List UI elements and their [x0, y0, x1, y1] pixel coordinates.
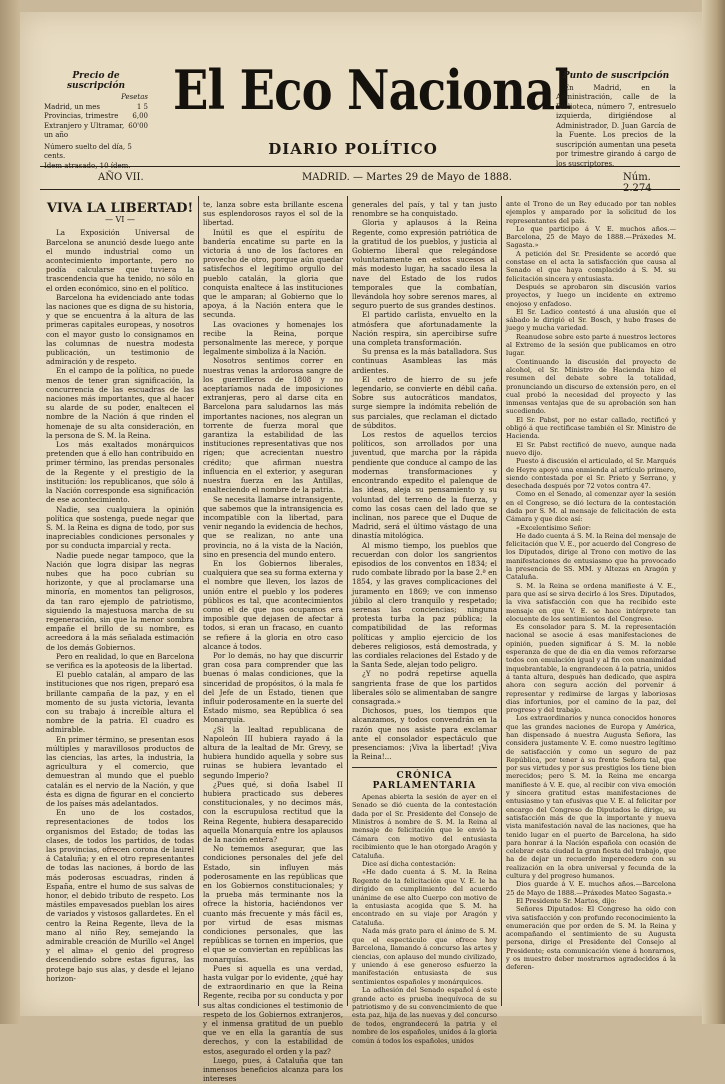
book-spine	[702, 0, 725, 1024]
column-2	[203, 200, 343, 1084]
paragraph: «Excelentísimo Señor:	[516, 523, 591, 532]
paragraph: Barcelona ha evidenciado ante todas las naciones que es digna de su historia, y que se encuentra á la altura de las primeras capitales europeas, y nosotros con el mayor gusto lo consignamos en las columnas de nuestra modesta publicación, un testimonio de admiración y de respeto.	[46, 292, 194, 367]
paragraph: Inútil es que el espíritu de bandería encatime su parte en la victoria á uno de los factores en provecho de otro, porque aún quedar satisfechos el legítimo orgullo del pueblo catalán, la gloria que conquista enaltece á las instituciones que le amparan; al Gobierno que lo apoya, á la Nación entera que le secunda.	[203, 227, 343, 320]
chronicle-paragraph: «He dado cuenta á S. M. la Reina Regente de la felicitación que V. E. le ha dirigido en cumplimiento del acuerdo unánime de ese alto Cuerpo con motivo de la entusiasta acogida que S. M. ha encontrado en su viaje por Aragón y Cataluña.	[352, 868, 497, 927]
paragraph: ¿Y no podrá repetirse aquella sangrienta frase de que los partidos liberales sólo se alimentaban de sangre consagrada.»	[352, 669, 497, 706]
paragraph: El Sr. Pabst rectificó de nuevo, aunque nada nuevo dijo.	[506, 440, 676, 457]
price-row: Extranjero y Ultramar, un año 60'00	[44, 121, 148, 139]
paragraph: generales del país, y tal y tan justo renombre se ha conquistado.	[352, 200, 497, 219]
paragraph: En el campo de la política, no puede menos de tener gran significación, la concurrencia de las escuadras de las naciones más importantes, que al hacer su alarde de su poder, enaltecen el nombre de la Nación á que rinden el homenaje de su alta consideración, en la persona de S. M. la Reina.	[46, 366, 194, 440]
paragraph: El Presidente Sr. Martos, dijo:	[516, 896, 617, 905]
chronicle-paragraph: Nada más grato para el ánimo de S. M. que el espectáculo que ofrece hoy Barcelona, llamando á concurso las artes y ciencias, con aplauso del mundo civilizado, y uniendo á ese generoso esfuerzo la manifestación entusiasta de sus sentimientos españoles y monárquicos.	[352, 927, 497, 986]
paragraph: Las ovaciones y homenajes los recibe la Reina, porque personalmente las merece, y porque legalmente simboliza á la Nación.	[203, 319, 343, 357]
column-rule	[501, 196, 502, 1006]
column-4	[506, 200, 676, 1005]
column-1	[46, 200, 194, 1005]
column-3	[352, 200, 497, 1045]
paragraph: Los restos de aquellos tercios políticos, son arrollados por una juventud, que marcha por la rápida pendiente que conduce al campo de las modernas transformaciones y encontrando expedito el palenque de las ideas, aleja su pensamiento y su voluntad del terreno de la fuerza, y como las cosas caen del lado que se inclinan, nos parece que el Duque de Madrid, será el último vástago de una dinastía mitológica.	[352, 430, 497, 541]
paragraph: Nadie puede negar tampoco, que la Nación que logra disipar las negras nubes que ha poco cubrían su horizonte, y que al proclamarse una minoría, en momentos tan peligrosos, da tan raro ejemplo de patriotismo, siguiendo la majestuosa marcha de su regeneración, sin que la menor sombra empañe el brillo de su nombre, es acreedora á la más señalada estimación de los demás Gobiernos.	[46, 550, 194, 652]
left-binding-edge	[0, 0, 20, 1024]
paragraph: S. M. la Reina se ordena manifieste á V. E., para que así se sirva decirlo á los Sres. Diputados, la viva satisfacción con que ha recibido este mensaje en que V. E. se hace intérprete tan elocuente de los sentimientos del Congreso.	[506, 581, 676, 623]
paragraph: En primer término, se presentan esos múltiples y maravillosos productos de las ciencias, las artes, la industria, la agricultura y el comercio, que demuestran al mundo que el pueblo catalán es el nervio de la Nación, y que ésta es digna de figurar en el concierto de los países más adelantados.	[46, 734, 194, 808]
paragraph: ¿Si la lealtad republicana de Napoleón III hubiera rayado á la altura de la lealtad de Mr. Grevy, se hubiera hundido aquella y sobre sus ruinas se hubiera levantado el segundo Imperio?	[203, 724, 343, 780]
paragraph: Por lo demás, no hay que discurrir gran cosa para comprender que las buenas ó malas condiciones, que la sinceridad de propósitos, ó la mala fe del Jefe de un Estado, tienen que influir poderosamente en la suerte del Estado mismo, sea República ó sea Monarquía.	[203, 650, 343, 725]
paragraph: Continuando la discusión del proyecto de alcohol, el Sr. Ministro de Hacienda hizo el resumen del debate sobre la totalidad, pronunciando un discurso de extensión pero, en el cual probó la necesidad del proyecto y las inmensas ventajas que de su aprobación son han sucediendo.	[506, 357, 676, 416]
paragraph: te, lanza sobre esta brillante escena sus esplendorosos rayos el sol de la libertad.	[203, 200, 343, 228]
subscription-point-text: En Madrid, en la Administración, calle de la Biblioteca, número 7, entresuelo izquierda, dirigiéndose al Administrador, D. Juan García de la Fuente. Los precios de la suscripción aumentan una peseta por trimestre girando á cargo de los suscriptores.	[556, 83, 676, 168]
paragraph: He dado cuenta á S. M. la Reina del mensaje de felicitación que V. E., por acuerdo del Congreso de los Diputados, dirige al Trono con motivo de las manifestaciones de entusiasmo que ha provocado la presencia de SS. MM. y Altezas en Aragón y Cataluña.	[506, 531, 676, 582]
paragraph: Nosotros sentimos correr en nuestras venas la ardorosa sangre de los guerrilleros de 1808 y no aceptaríamos nada de imposiciones extranjeras, pero al darse cita en Barcelona para saludarnos las más importantes naciones, nos alegran un torrente de fuerza moral que garantiza la estabilidad de las instituciones representativas que nos rigen; que acrecientan nuestro crédito; que afirman nuestra influencia en el exterior, y aseguran nuestra fuerza en las Antillas, enalteciendo el nombre de la patria.	[203, 356, 343, 495]
paragraph: Dios guarde á V. E. muchos años.—Barcelona 25 de Mayo de 1888.—Práxedes Mateo Sagasta.»	[506, 880, 676, 897]
paragraph: Lo que participo á V. E. muchos años.—Barcelona, 25 de Mayo de 1888.—Práxedes M. Sagasta.»	[506, 224, 676, 250]
price-note: Número suelto del día, 5 cents.	[44, 142, 132, 160]
paragraph: ¿Pues qué, si doña Isabel II hubiera practicado sus deberes constitucionales, y no decimos más, con la escrupulosa rectitud que la Reina Regente, hubiera desaparecido aquella Monarquía entre los aplausos de la nación entera?	[203, 779, 343, 845]
price-note: Idem atrasado, 10 ídem.	[44, 161, 131, 170]
paragraph: La Exposición Universal de Barcelona se anunció desde luego ante el mundo industrial como un acontecimiento importante, pero no podía calcularse que tuviera la trascendencia que ha tenido, no sólo en el orden económico, sino en el político.	[46, 228, 194, 293]
price-row: Madrid, un mes 1 5	[44, 102, 148, 111]
paragraph: Señores Diputados: El Congreso ha oido con viva satisfacción y con profundo reconocimiento la enumeración que por orden de S. M. la Reina y acompañando el sentimiento de su Augusta persona, dirige el Presidente del Consejo al Presidente; esta comunicación viene á honrarnos, y os muestro deber mostrarnos agradecidos á la deferen-	[506, 905, 676, 972]
paragraph: Nadie, sea cualquiera la opinión política que sostenga, puede negar que S. M. la Reina es digna de todo, por sus inapreciables condiciones personales y por su conducta imparcial y recta.	[46, 504, 194, 551]
paragraph: El Sr. Pabst, por no estar callado, rectificó y obligó á que rectificase también el Sr. Ministro de Hacienda.	[506, 415, 676, 441]
subscription-price-box	[44, 72, 148, 171]
chronicle-paragraph: Apenas abierta la sesión de ayer en el Senado se dió cuenta de la contestación dada por el Sr. Presidente del Consejo de Ministros á nombre de S. M. la Reina al mensaje de felicitación que le envió la Cámara con motivo del entusiasta recibimiento que le han otorgado Aragón y Cataluña.	[352, 792, 497, 860]
paragraph: Los más exaltados monárquicos pretenden que á ello han contribuido en primer término, las prendas personales de la Regente y el prestigio de la institución: los republicanos, que sólo á la Nación corresponde esa significación de ese acontecimiento.	[46, 440, 194, 505]
paragraph: Puesto á discusión el articulado, el Sr. Marqués de Heyre apoyó una enmienda al artículo primero, siendo contestada por el Sr. Prieto y Serrano, y desechada después por 72 votos contra 47.	[506, 457, 676, 491]
paragraph: Es consolador para S. M. la representación nacional se asocie á esas manifestaciones de opinión, pueden significar á S. M. la noble esperanza de que de dia en dia vemos reforzarse todos con emulación igual y al fin con unanimidad inquebrantable, la engrandecen á la patria, unidos á tanta altura, después han dedicado, que aspira ahora con segura acción del porvenir á representar y redimirse de largas y laboriosas dias infortunios, por el camino de la paz, del progreso y del trabajo.	[506, 623, 676, 715]
paragraph: Los extraordinarios y nunca conocidos honores que las grandes naciones de Europa y América, han dispensado á nuestra Augusta Señora, las considera justamente V. E. como nuestro legítimo de satisfacción y como un seguro de paz República, por tener á su frente Señora tal, que por sus virtudes y por sus prestigios los tiene bien merecidos; pero S. M. la Reina me encarga manifieste á V. E. que, al recibir con viva emoción y sincera gratitud estas manifestaciones de entusiasmo y tan efusivas que V. E. al felicitar por encargo del Congreso de Diputados le dirige, su satisfacción más de que la importante y nueva vista manifestación naval de las naciones, que ha tenido lugar en el puerto de Barcelona, ha sido para honrar á la Nación española con ocasión de celebrar esta ciudad la gran fiesta del trabajo, que ha de dejar un recuerdo imperecedero con su realización en la obra universal y fecunda de la cultura y del progreso humanos.	[506, 714, 676, 881]
paragraph: En uno de los costados, representaciones de todos los organismos del Estado; de todas las clases, de todos los partidos, de todas las provincias, ofrecen corona de laurel á Cataluña; y en el otro representantes de todas las naciones, á bordo de las más poderosas escuadras, rinden á España, entre el humo de sus salvas de honor, el debido tributo de respeto. Los mástiles empavesados pueblan los aires de variados y vistosos gallardetes. En el centro la Reina Regente, lleva de la mano al niño Rey, semejando la admirable creación de Murillo «el Angel y el alma» el genio del progreso descendiendo sobre estas figuras, las protege bajo sus alas, y desde el lejano horizon-	[46, 808, 194, 983]
price-column-label: Pesetas	[121, 93, 148, 101]
subscription-point-heading: Punto de suscripción	[562, 71, 670, 81]
article-section-number: — VI —	[104, 215, 136, 225]
paragraph: Pero en realidad, lo que en Barcelona se verifica es la apoteosis de la libertad.	[46, 651, 194, 670]
paragraph: El pueblo catalán, al amparo de las instituciones que nos rigen, preparó esa brillante campaña de la paz, y en el momento de su justa victoria, levanta con su trabajo á increíble altura el nombre de la patria. El cuadro es admirable.	[46, 670, 194, 735]
paragraph: Al mismo tiempo, los pueblos que recuerdan con dolor los sangrientos episodios de los conventos en 1834; el rudo combate librado por la base 2.ª en 1854, y las graves complicaciones del juramento en 1869; ve con inmenso júbilo al clero tranquilo y respetado; serenas las conciencias; ninguna protesta turba la paz pública; la compatibilidad de las reformas políticas y amplio ejercicio de los deberes religiosos, está demostrada, y las cordiales relaciones del Estado y de la Santa Sede, alejan todo peligro.	[352, 540, 497, 670]
paragraph: El partido carlista, envuelto en la atmósfera que afortunadamente la Nación respira, sin apercibirse sufre una completa transformación.	[352, 310, 497, 348]
paragraph: A petición del Sr. Presidente se acordó que constase en el acta la satisfacción que causa al Senado el que haya complacido á S. M. su felicitación sincera y entusiasta.	[506, 249, 676, 283]
masthead-title: El Eco Nacional	[173, 58, 572, 122]
price-row: Provincias, trimestre 6,00	[44, 112, 148, 120]
paragraph: Pues si aquella es una verdad, hasta vulgar por lo evidente, ¿qué hay de extraordinario en que la Reina Regente, reciba por su conducta y por sus altas condiciones el testimonio de respeto de los Gobiernos extranjeros, y el inmensa gratitud de un pueblo que ve en ella la garantía de sus derechos, y con la estabilidad de estos, asegurado el orden y la paz?	[203, 963, 343, 1056]
masthead-subtitle: DIARIO POLÍTICO	[268, 140, 438, 158]
paragraph: Se necesita llamarse intransigente, que sabemos que la intransigencia es incompatible con la libertad, para venir negando la evidencia de hechos, que se realizan, no ante una provincia, no á la vista de la Nación, sino en presencia del mundo entero.	[203, 494, 343, 559]
paragraph: En los Gobiernos liberales, cualquiera que sea su forma externa y el nombre que lleven, los lazos de unión entre el pueblo y los poderes públicos es tal, que acontecimientos como el de que nos ocupamos era imposible que dejasen de afectar á todos, si eran un fracaso, en cuanto se refiere á la gloria en otro caso alcance á todos.	[203, 558, 343, 651]
chronicle-paragraph: Dice así dicha contestación:	[362, 860, 456, 869]
column-rule	[347, 196, 348, 1006]
paragraph: Después se aprobaron sin discusión varios proyectos, y luego un incidente en extremo enojoso y enfadoso.	[506, 282, 676, 308]
paragraph: Su prensa es la más batalladora. Sus continuas Asambleas las más ardientes.	[352, 347, 497, 375]
paragraph: Dichosos, pues, los tiempos que alcanzamos, y todos convendrán en la razón que nos asiste para exclamar ante el consolador espectáculo que presenciamos: ¡Viva la libertad! ¡Viva la Reina!...	[352, 706, 497, 762]
paragraph: El cetro de hierro de su jefe legendario, se convierte en débil caña. Sobre sus autocráticos mandatos, surge siempre la indómita rebelión de sus parciales, que reclaman el dictado de súbditos.	[352, 374, 497, 430]
issue-number: Núm. 2.274	[623, 172, 652, 194]
section-heading: CRÓNICA PARLAMENTARIA	[352, 767, 497, 790]
paragraph: Reanudose sobre esto parte á nuestros lectores al Extremo de la sesión que publicamos en otro lugar.	[506, 332, 676, 358]
paragraph: No tememos asegurar, que las condiciones personales del jefe del Estado, sin influyen más poderosamente en las repúblicas que en los Gobiernos constitucionales; y la prueba más terminante nos la ofrece la historia, haciéndonos ver cuanto más frecuente y más fácil es, por virtud de esas mismas condiciones personales, que las repúblicas se tornen en imperios, que el que se conviertan en repúblicas las monarquías.	[203, 844, 343, 964]
paragraph: Luego, pues, á Cataluña que tan inmensos beneficios alcanza para los intereses	[203, 1055, 343, 1084]
subscription-point-box	[556, 72, 676, 169]
issue-date: MADRID. — Martes 29 de Mayo de 1888.	[302, 172, 512, 183]
chronicle-paragraph: La adhesión del Senado español á este grande acto es prueba inequívoca de su patriotismo y de su convencimiento de que esta paz, hija de las nuevas y del concurso de todos, engrandecerá la patria y el nombre de los españoles, unidos á la gloria común á todos los españoles, unidos	[352, 986, 497, 1045]
paragraph: Como en el Senado, al comenzar ayer la sesión en el Congreso, se dió lectura de la contestación dada por S. M. al mensaje de felicitación de esta Cámara y que dice así:	[506, 490, 676, 524]
paragraph: ante el Trono de un Rey educado por tan nobles ejemplos y amparado por la solicitud de los representantes del país.	[506, 200, 676, 225]
issue-year: AÑO VII.	[98, 172, 144, 183]
dateline-bar	[40, 166, 680, 194]
article-title: VIVA LA LIBERTAD!	[46, 201, 194, 216]
paragraph: Gloria y aplausos á la Reina Regente, como expresión patriótica de la gratitud de los pueblos, y justicia al Gobierno liberal que relegándose voluntariamente en estos sucesos al más modesto lugar, ha sacado ilesa la nave del Estado de los rudos temporales que la combatían, llevándola hoy sobre serenos mares, al seguro puerto de sus grandes destinos.	[352, 218, 497, 311]
paragraph: El Sr. Ladico contestó á una alusión que el sábado le dirigió el Sr. Bosch, y hubo frases de juego y mucha variedad.	[506, 307, 676, 333]
subscription-price-heading: Precio de suscripción	[66, 71, 126, 91]
column-rule	[198, 196, 199, 1006]
